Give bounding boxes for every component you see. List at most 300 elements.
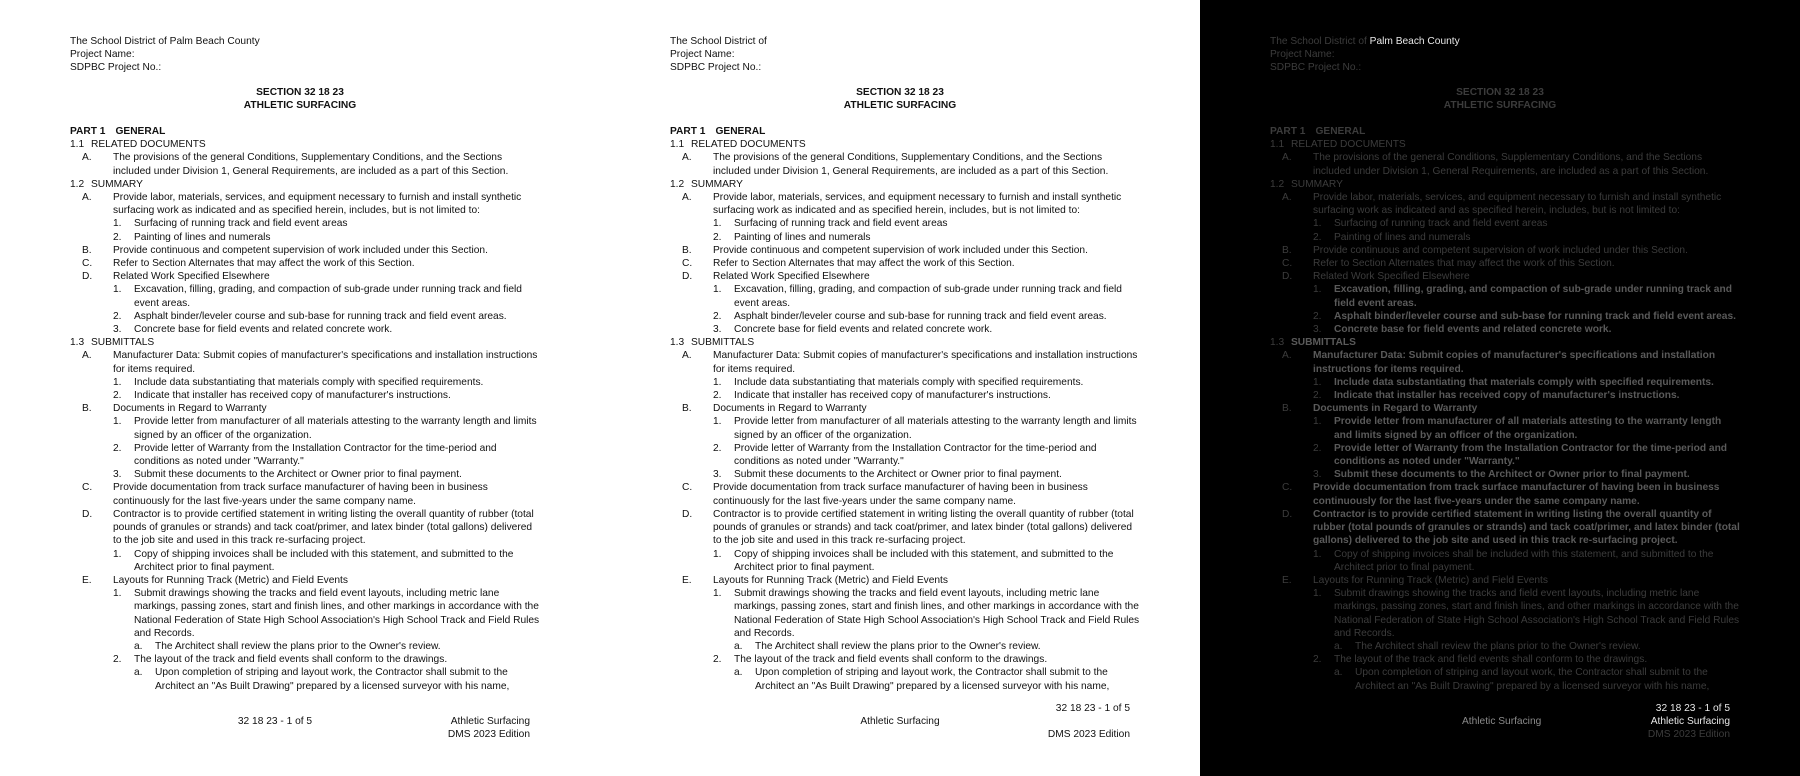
item-text: Contractor is to provide certified statement in writing listing the overall quantity of rubber (total pounds of granules or strands) and tack coat/primer, and latex binder (total gallons) delivered to the job site and used in this track re-surfacing project. bbox=[1313, 508, 1740, 547]
list-item bbox=[1270, 283, 1740, 309]
document-page-diff bbox=[1200, 0, 1800, 776]
list-item bbox=[1270, 402, 1740, 415]
item-text: Painting of lines and numerals bbox=[134, 231, 271, 243]
list-item bbox=[1270, 640, 1740, 653]
item-number: D. bbox=[1282, 508, 1293, 520]
list-item bbox=[670, 283, 1140, 309]
list-item bbox=[670, 257, 1140, 270]
item-text: Submit drawings showing the tracks and field event layouts, including metric lane markings, passing zones, start and finish lines, and other markings in accordance with the National Federation of State High School Association's High School Track and Field Rules and Records. bbox=[134, 588, 540, 639]
list-item bbox=[70, 653, 540, 666]
part-title: GENERAL bbox=[115, 126, 166, 137]
list-item bbox=[1270, 574, 1740, 587]
footer-section-name: Athletic Surfacing bbox=[1650, 716, 1730, 727]
list-item bbox=[70, 481, 540, 507]
item-number: 1. bbox=[113, 376, 122, 388]
article-heading bbox=[1270, 336, 1740, 349]
item-number: 2. bbox=[713, 310, 722, 322]
item-number: 2. bbox=[113, 442, 122, 454]
item-number: 2. bbox=[713, 231, 722, 243]
item-text: Asphalt binder/leveler course and sub-base for running track and field event areas. bbox=[734, 310, 1107, 322]
district-name: The School District of bbox=[670, 36, 767, 47]
item-number: 3. bbox=[713, 469, 722, 481]
item-number: 1. bbox=[113, 548, 122, 560]
item-text: RELATED DOCUMENTS bbox=[1291, 139, 1406, 151]
footer-right bbox=[448, 715, 530, 741]
item-text: Submit drawings showing the tracks and field event layouts, including metric lane markings, passing zones, start and finish lines, and other markings in accordance with the National Federation of State High School Association's High School Track and Field Rules and Records. bbox=[734, 588, 1140, 639]
item-text: SUMMARY bbox=[1291, 178, 1343, 190]
item-text: Provide continuous and competent supervision of work included under this Section. bbox=[113, 244, 488, 256]
section-name: ATHLETIC SURFACING bbox=[1443, 100, 1557, 112]
list-item bbox=[1270, 310, 1740, 323]
item-number: 1. bbox=[1313, 416, 1322, 428]
item-number: 1. bbox=[113, 218, 122, 230]
item-number: 1. bbox=[113, 284, 122, 296]
list-item bbox=[1270, 151, 1740, 177]
item-number: D. bbox=[1282, 271, 1293, 283]
item-text: Submit drawings showing the tracks and field event layouts, including metric lane markings, passing zones, start and finish lines, and other markings in accordance with the National Federation of State High School Association's High School Track and Field Rules and Records. bbox=[1334, 588, 1740, 639]
item-number: a. bbox=[1334, 667, 1343, 679]
item-number: a. bbox=[734, 667, 743, 679]
item-number: 1.2 bbox=[1270, 178, 1285, 190]
item-text: Copy of shipping invoices shall be included with this statement, and submitted to the Architect prior to final payment. bbox=[134, 548, 514, 573]
item-number: C. bbox=[682, 482, 693, 494]
footer-ghost-text: Athletic Surfacing bbox=[1462, 716, 1542, 727]
item-text: The layout of the track and field events shall conform to the drawings. bbox=[1334, 654, 1648, 666]
footer-section-name: Athletic Surfacing bbox=[450, 716, 530, 727]
article-heading bbox=[1270, 138, 1740, 151]
item-number: 2. bbox=[1313, 231, 1322, 243]
section-name: ATHLETIC SURFACING bbox=[843, 100, 957, 112]
list-item bbox=[670, 402, 1140, 415]
item-text: Provide documentation from track surface manufacturer of having been in business continuously for the last five-years under the same company name. bbox=[113, 482, 488, 507]
item-text: Copy of shipping invoices shall be included with this statement, and submitted to the Architect prior to final payment. bbox=[1334, 548, 1714, 573]
article-heading bbox=[670, 336, 1140, 349]
item-text: Concrete base for field events and related concrete work. bbox=[134, 324, 393, 336]
item-text: Provide labor, materials, services, and equipment necessary to furnish and install synthetic surfacing work as indicated and as specified herein, includes, but is not limited to: bbox=[113, 192, 522, 217]
item-text: Excavation, filling, grading, and compaction of sub-grade under running track and field event areas. bbox=[1334, 284, 1732, 309]
article-heading bbox=[70, 178, 540, 191]
list-item bbox=[70, 376, 540, 389]
list-item bbox=[1270, 270, 1740, 283]
item-number: A. bbox=[1282, 152, 1292, 164]
list-item bbox=[70, 508, 540, 548]
item-text: Provide letter from manufacturer of all materials attesting to the warranty length and limits signed by an officer of the organization. bbox=[734, 416, 1137, 441]
list-item bbox=[670, 415, 1140, 441]
list-item bbox=[70, 415, 540, 441]
list-item bbox=[670, 653, 1140, 666]
item-text: Documents in Regard to Warranty bbox=[1313, 403, 1478, 415]
item-number: 2. bbox=[713, 654, 722, 666]
item-text: The provisions of the general Conditions, Supplementary Conditions, and the Sections included under Division 1, General Requirements, are included as a part of this Section. bbox=[113, 152, 509, 177]
item-text: Refer to Section Alternates that may affect the work of this Section. bbox=[113, 258, 415, 270]
list-item bbox=[70, 574, 540, 587]
list-item bbox=[1270, 653, 1740, 666]
item-number: C. bbox=[82, 258, 93, 270]
item-number: A. bbox=[1282, 350, 1292, 362]
item-number: B. bbox=[1282, 244, 1292, 256]
section-number: SECTION 32 18 23 bbox=[856, 87, 944, 98]
item-text: The layout of the track and field events shall conform to the drawings. bbox=[734, 654, 1048, 666]
item-number: 2. bbox=[1313, 390, 1322, 402]
list-item bbox=[1270, 389, 1740, 402]
item-text: Provide labor, materials, services, and equipment necessary to furnish and install synthetic surfacing work as indicated and as specified herein, includes, but is not limited to: bbox=[1313, 192, 1722, 217]
list-item bbox=[70, 217, 540, 230]
district-tail: Palm Beach County bbox=[1369, 36, 1460, 47]
part-title: GENERAL bbox=[1315, 126, 1366, 137]
item-text: Provide documentation from track surface manufacturer of having been in business continuously for the last five-years under the same company name. bbox=[1313, 482, 1720, 507]
item-text: Provide continuous and competent supervision of work included under this Section. bbox=[1313, 244, 1688, 256]
item-number: E. bbox=[82, 574, 92, 586]
item-text: Layouts for Running Track (Metric) and Field Events bbox=[113, 574, 348, 586]
page-header bbox=[670, 35, 767, 75]
list-item bbox=[1270, 548, 1740, 574]
item-text: Provide letter of Warranty from the Installation Contractor for the time-period and conditions as noted under "Warranty." bbox=[1334, 442, 1728, 468]
list-item bbox=[670, 151, 1140, 177]
section-name: ATHLETIC SURFACING bbox=[243, 100, 357, 112]
item-text: Painting of lines and numerals bbox=[734, 231, 871, 243]
list-item bbox=[670, 468, 1140, 481]
list-item bbox=[70, 244, 540, 257]
item-number: 1. bbox=[1313, 218, 1322, 230]
project-number-label: SDPBC Project No.: bbox=[670, 62, 762, 74]
footer-edition: DMS 2023 Edition bbox=[447, 729, 530, 741]
item-text: Surfacing of running track and field event areas bbox=[134, 218, 348, 230]
item-text: RELATED DOCUMENTS bbox=[691, 139, 806, 151]
item-number: A. bbox=[682, 152, 692, 164]
document-body bbox=[70, 125, 540, 693]
item-text: Provide letter from manufacturer of all materials attesting to the warranty length and limits signed by an officer of the organization. bbox=[1334, 416, 1722, 441]
item-text: Submit these documents to the Architect or Owner prior to final payment. bbox=[1334, 469, 1690, 481]
article-heading bbox=[1270, 178, 1740, 191]
document-body bbox=[670, 125, 1140, 693]
item-text: The Architect shall review the plans prior to the Owner's review. bbox=[755, 640, 1041, 652]
list-item bbox=[1270, 257, 1740, 270]
item-number: 1. bbox=[713, 588, 722, 600]
footer-edition: DMS 2023 Edition bbox=[1047, 729, 1130, 740]
list-item bbox=[670, 244, 1140, 257]
item-number: 1.2 bbox=[670, 178, 685, 190]
item-text: Copy of shipping invoices shall be included with this statement, and submitted to the Architect prior to final payment. bbox=[734, 548, 1114, 573]
item-text: Upon completion of striping and layout work, the Contractor shall submit to the Architect an "As Built Drawing" prepared by a licensed surveyor with his name, bbox=[1355, 667, 1710, 692]
list-item bbox=[670, 389, 1140, 402]
list-item bbox=[70, 231, 540, 244]
section-title bbox=[670, 86, 1130, 112]
item-number: 2. bbox=[113, 390, 122, 402]
item-text: Indicate that installer has received copy of manufacturer's instructions. bbox=[1334, 390, 1680, 402]
item-text: Contractor is to provide certified statement in writing listing the overall quantity of rubber (total pounds of granules or strands) and tack coat/primer, and latex binder (total gallons) delivered to the job site and used in this track re-surfacing project. bbox=[113, 508, 534, 547]
item-text: RELATED DOCUMENTS bbox=[91, 139, 206, 151]
list-item bbox=[670, 587, 1140, 640]
list-item bbox=[1270, 217, 1740, 230]
district-name: The School District of Palm Beach County bbox=[1270, 36, 1460, 47]
page-header bbox=[70, 35, 260, 75]
item-number: 1. bbox=[1313, 588, 1322, 600]
list-item bbox=[70, 587, 540, 640]
item-number: E. bbox=[682, 574, 692, 586]
project-name-label: Project Name: bbox=[70, 49, 135, 61]
item-text: The provisions of the general Conditions, Supplementary Conditions, and the Sections included under Division 1, General Requirements, are included as a part of this Section. bbox=[1313, 152, 1709, 177]
list-item bbox=[670, 323, 1140, 336]
page-header bbox=[1270, 35, 1460, 75]
item-text: Submit these documents to the Architect or Owner prior to final payment. bbox=[734, 469, 1062, 481]
list-item bbox=[670, 548, 1140, 574]
list-item bbox=[670, 310, 1140, 323]
list-item bbox=[70, 666, 540, 692]
item-number: 1. bbox=[1313, 376, 1322, 388]
item-number: B. bbox=[1282, 403, 1292, 415]
item-number: D. bbox=[82, 508, 93, 520]
item-text: Provide documentation from track surface manufacturer of having been in business continuously for the last five-years under the same company name. bbox=[713, 482, 1088, 507]
item-number: 1.1 bbox=[70, 139, 85, 151]
item-number: C. bbox=[1282, 482, 1293, 494]
document-page-variant bbox=[600, 0, 1200, 776]
section-number: SECTION 32 18 23 bbox=[256, 87, 344, 98]
item-number: 1.3 bbox=[670, 337, 685, 349]
item-text: Related Work Specified Elsewhere bbox=[113, 271, 270, 283]
item-number: 2. bbox=[713, 442, 722, 454]
article-heading bbox=[70, 336, 540, 349]
item-number: 2. bbox=[1313, 310, 1322, 322]
list-item bbox=[70, 310, 540, 323]
project-number-label: SDPBC Project No.: bbox=[70, 62, 162, 74]
item-text: Documents in Regard to Warranty bbox=[113, 403, 267, 415]
item-number: 1.2 bbox=[70, 178, 85, 190]
part-number: PART 1 bbox=[70, 126, 106, 137]
list-item bbox=[670, 508, 1140, 548]
item-text: Excavation, filling, grading, and compaction of sub-grade under running track and field event areas. bbox=[134, 284, 522, 309]
item-text: Provide labor, materials, services, and equipment necessary to furnish and install synthetic surfacing work as indicated and as specified herein, includes, but is not limited to: bbox=[713, 192, 1122, 217]
item-number: a. bbox=[134, 640, 143, 652]
item-number: 2. bbox=[1313, 654, 1322, 666]
document-page-original bbox=[0, 0, 600, 776]
item-number: D. bbox=[682, 271, 693, 283]
list-item bbox=[670, 376, 1140, 389]
list-item bbox=[1270, 349, 1740, 375]
list-item bbox=[1270, 587, 1740, 640]
item-number: 1. bbox=[113, 416, 122, 428]
item-text: Manufacturer Data: Submit copies of manufacturer's specifications and installation instructions for items required. bbox=[713, 350, 1138, 375]
list-item bbox=[70, 640, 540, 653]
item-text: The Architect shall review the plans prior to the Owner's review. bbox=[155, 640, 441, 652]
article-heading bbox=[670, 178, 1140, 191]
section-number: SECTION 32 18 23 bbox=[1456, 87, 1544, 98]
item-text: Upon completion of striping and layout work, the Contractor shall submit to the Architect an "As Built Drawing" prepared by a licensed surveyor with his name, bbox=[755, 667, 1110, 692]
item-text: SUBMITTALS bbox=[1291, 337, 1356, 349]
list-item bbox=[1270, 666, 1740, 692]
list-item bbox=[70, 468, 540, 481]
item-number: 1. bbox=[713, 416, 722, 428]
list-item bbox=[1270, 191, 1740, 217]
item-text: Concrete base for field events and related concrete work. bbox=[734, 324, 993, 336]
item-number: A. bbox=[682, 192, 692, 204]
list-item bbox=[670, 442, 1140, 468]
list-item bbox=[670, 217, 1140, 230]
list-item bbox=[70, 283, 540, 309]
item-number: A. bbox=[82, 192, 92, 204]
item-text: Indicate that installer has received copy of manufacturer's instructions. bbox=[734, 390, 1051, 402]
item-number: a. bbox=[734, 640, 743, 652]
item-number: D. bbox=[82, 271, 93, 283]
item-number: C. bbox=[1282, 258, 1293, 270]
item-text: Provide letter of Warranty from the Installation Contractor for the time-period and conditions as noted under "Warranty." bbox=[134, 442, 497, 468]
item-number: 1.3 bbox=[1270, 337, 1285, 349]
part-number: PART 1 bbox=[670, 126, 706, 137]
item-text: Include data substantiating that materials comply with specified requirements. bbox=[734, 376, 1084, 388]
part-heading bbox=[670, 125, 1140, 138]
district-name: The School District of Palm Beach County bbox=[70, 36, 260, 47]
list-item bbox=[670, 270, 1140, 283]
item-number: 1.1 bbox=[670, 139, 685, 151]
project-name-label: Project Name: bbox=[1270, 49, 1335, 61]
list-item bbox=[70, 323, 540, 336]
item-number: 2. bbox=[1313, 442, 1322, 454]
list-item bbox=[1270, 244, 1740, 257]
item-number: C. bbox=[682, 258, 693, 270]
item-text: SUMMARY bbox=[691, 178, 743, 190]
item-number: 1. bbox=[1313, 548, 1322, 560]
item-number: 3. bbox=[1313, 324, 1322, 336]
item-number: 3. bbox=[713, 324, 722, 336]
list-item bbox=[1270, 468, 1740, 481]
item-number: C. bbox=[82, 482, 93, 494]
item-number: 1. bbox=[113, 588, 122, 600]
list-item bbox=[670, 574, 1140, 587]
list-item bbox=[70, 191, 540, 217]
article-heading bbox=[70, 138, 540, 151]
item-number: 1. bbox=[713, 284, 722, 296]
item-text: Submit these documents to the Architect or Owner prior to final payment. bbox=[134, 469, 462, 481]
list-item bbox=[70, 389, 540, 402]
list-item bbox=[670, 481, 1140, 507]
item-number: a. bbox=[1334, 640, 1343, 652]
item-text: Include data substantiating that materials comply with specified requirements. bbox=[134, 376, 484, 388]
item-text: Asphalt binder/leveler course and sub-base for running track and field event areas. bbox=[1334, 310, 1736, 322]
list-item bbox=[670, 231, 1140, 244]
part-number: PART 1 bbox=[1270, 126, 1306, 137]
item-number: B. bbox=[82, 244, 92, 256]
item-text: Layouts for Running Track (Metric) and Field Events bbox=[1313, 574, 1548, 586]
item-text: The provisions of the general Conditions, Supplementary Conditions, and the Sections included under Division 1, General Requirements, are included as a part of this Section. bbox=[713, 152, 1109, 177]
list-item bbox=[70, 442, 540, 468]
item-number: B. bbox=[682, 403, 692, 415]
footer-edition: DMS 2023 Edition bbox=[1647, 729, 1730, 740]
footer-section-name: Athletic Surfacing bbox=[860, 716, 940, 727]
footer-page-number: 32 18 23 - 1 of 5 bbox=[1655, 703, 1730, 714]
item-text: Upon completion of striping and layout work, the Contractor shall submit to the Architect an "As Built Drawing" prepared by a licensed surveyor with his name, bbox=[155, 667, 510, 692]
item-number: 3. bbox=[113, 469, 122, 481]
item-text: The Architect shall review the plans prior to the Owner's review. bbox=[1355, 640, 1641, 652]
item-number: 1.1 bbox=[1270, 139, 1285, 151]
item-text: Related Work Specified Elsewhere bbox=[1313, 271, 1470, 283]
document-body bbox=[1270, 125, 1740, 693]
list-item bbox=[670, 640, 1140, 653]
item-number: a. bbox=[134, 667, 143, 679]
list-item bbox=[1270, 415, 1740, 441]
item-text: Manufacturer Data: Submit copies of manufacturer's specifications and installation instructions for items required. bbox=[113, 350, 538, 375]
item-number: 2. bbox=[113, 231, 122, 243]
list-item bbox=[1270, 231, 1740, 244]
item-number: 1.3 bbox=[70, 337, 85, 349]
list-item bbox=[1270, 481, 1740, 507]
article-heading bbox=[670, 138, 1140, 151]
item-number: B. bbox=[82, 403, 92, 415]
item-text: Include data substantiating that materials comply with specified requirements. bbox=[1334, 376, 1714, 388]
list-item bbox=[70, 402, 540, 415]
item-text: Provide continuous and competent supervision of work included under this Section. bbox=[713, 244, 1088, 256]
item-text: Surfacing of running track and field event areas bbox=[734, 218, 948, 230]
item-number: 2. bbox=[713, 390, 722, 402]
list-item bbox=[1270, 442, 1740, 468]
list-item bbox=[70, 548, 540, 574]
item-number: 1. bbox=[1313, 284, 1322, 296]
item-text: SUBMITTALS bbox=[91, 337, 155, 349]
item-text: Contractor is to provide certified statement in writing listing the overall quantity of rubber (total pounds of granules or strands) and tack coat/primer, and latex binder (total gallons) delivered to the job site and used in this track re-surfacing project. bbox=[713, 508, 1134, 547]
item-number: 3. bbox=[113, 324, 122, 336]
list-item bbox=[70, 349, 540, 375]
item-number: 2. bbox=[113, 310, 122, 322]
item-number: E. bbox=[1282, 574, 1292, 586]
item-text: Provide letter of Warranty from the Installation Contractor for the time-period and conditions as noted under "Warranty." bbox=[734, 442, 1097, 468]
item-number: D. bbox=[682, 508, 693, 520]
part-title: GENERAL bbox=[715, 126, 766, 137]
item-number: 1. bbox=[713, 218, 722, 230]
item-text: Documents in Regard to Warranty bbox=[713, 403, 867, 415]
project-number-label: SDPBC Project No.: bbox=[1270, 62, 1362, 74]
item-text: Concrete base for field events and related concrete work. bbox=[1334, 324, 1612, 336]
list-item bbox=[1270, 376, 1740, 389]
item-text: Related Work Specified Elsewhere bbox=[713, 271, 870, 283]
item-number: 3. bbox=[1313, 469, 1322, 481]
item-text: Refer to Section Alternates that may affect the work of this Section. bbox=[1313, 258, 1615, 270]
section-title bbox=[1270, 86, 1730, 112]
item-number: 1. bbox=[713, 376, 722, 388]
list-item bbox=[70, 151, 540, 177]
item-text: Provide letter from manufacturer of all materials attesting to the warranty length and limits signed by an officer of the organization. bbox=[134, 416, 537, 441]
item-number: B. bbox=[682, 244, 692, 256]
list-item bbox=[670, 666, 1140, 692]
part-heading bbox=[70, 125, 540, 138]
item-number: A. bbox=[82, 350, 92, 362]
item-number: A. bbox=[82, 152, 92, 164]
list-item bbox=[670, 191, 1140, 217]
list-item bbox=[670, 349, 1140, 375]
item-number: A. bbox=[1282, 192, 1292, 204]
item-text: SUBMITTALS bbox=[691, 337, 755, 349]
footer-page-number: 32 18 23 - 1 of 5 bbox=[1055, 703, 1130, 714]
item-text: Refer to Section Alternates that may affect the work of this Section. bbox=[713, 258, 1015, 270]
list-item bbox=[1270, 323, 1740, 336]
item-text: Surfacing of running track and field event areas bbox=[1334, 218, 1548, 230]
list-item bbox=[1270, 508, 1740, 548]
part-heading bbox=[1270, 125, 1740, 138]
item-text: Asphalt binder/leveler course and sub-base for running track and field event areas. bbox=[134, 310, 507, 322]
item-text: SUMMARY bbox=[91, 178, 143, 190]
item-text: Layouts for Running Track (Metric) and Field Events bbox=[713, 574, 948, 586]
item-text: Manufacturer Data: Submit copies of manufacturer's specifications and installation instructions for items required. bbox=[1313, 350, 1716, 375]
item-number: 1. bbox=[713, 548, 722, 560]
item-text: The layout of the track and field events shall conform to the drawings. bbox=[134, 654, 448, 666]
section-title bbox=[70, 86, 530, 112]
item-number: 2. bbox=[113, 654, 122, 666]
item-text: Painting of lines and numerals bbox=[1334, 231, 1471, 243]
item-text: Indicate that installer has received copy of manufacturer's instructions. bbox=[134, 390, 451, 402]
list-item bbox=[70, 270, 540, 283]
list-item bbox=[70, 257, 540, 270]
item-number: A. bbox=[682, 350, 692, 362]
footer-page-number: 32 18 23 - 1 of 5 bbox=[237, 716, 313, 727]
item-text: Excavation, filling, grading, and compaction of sub-grade under running track and field event areas. bbox=[734, 284, 1122, 309]
project-name-label: Project Name: bbox=[670, 49, 735, 61]
